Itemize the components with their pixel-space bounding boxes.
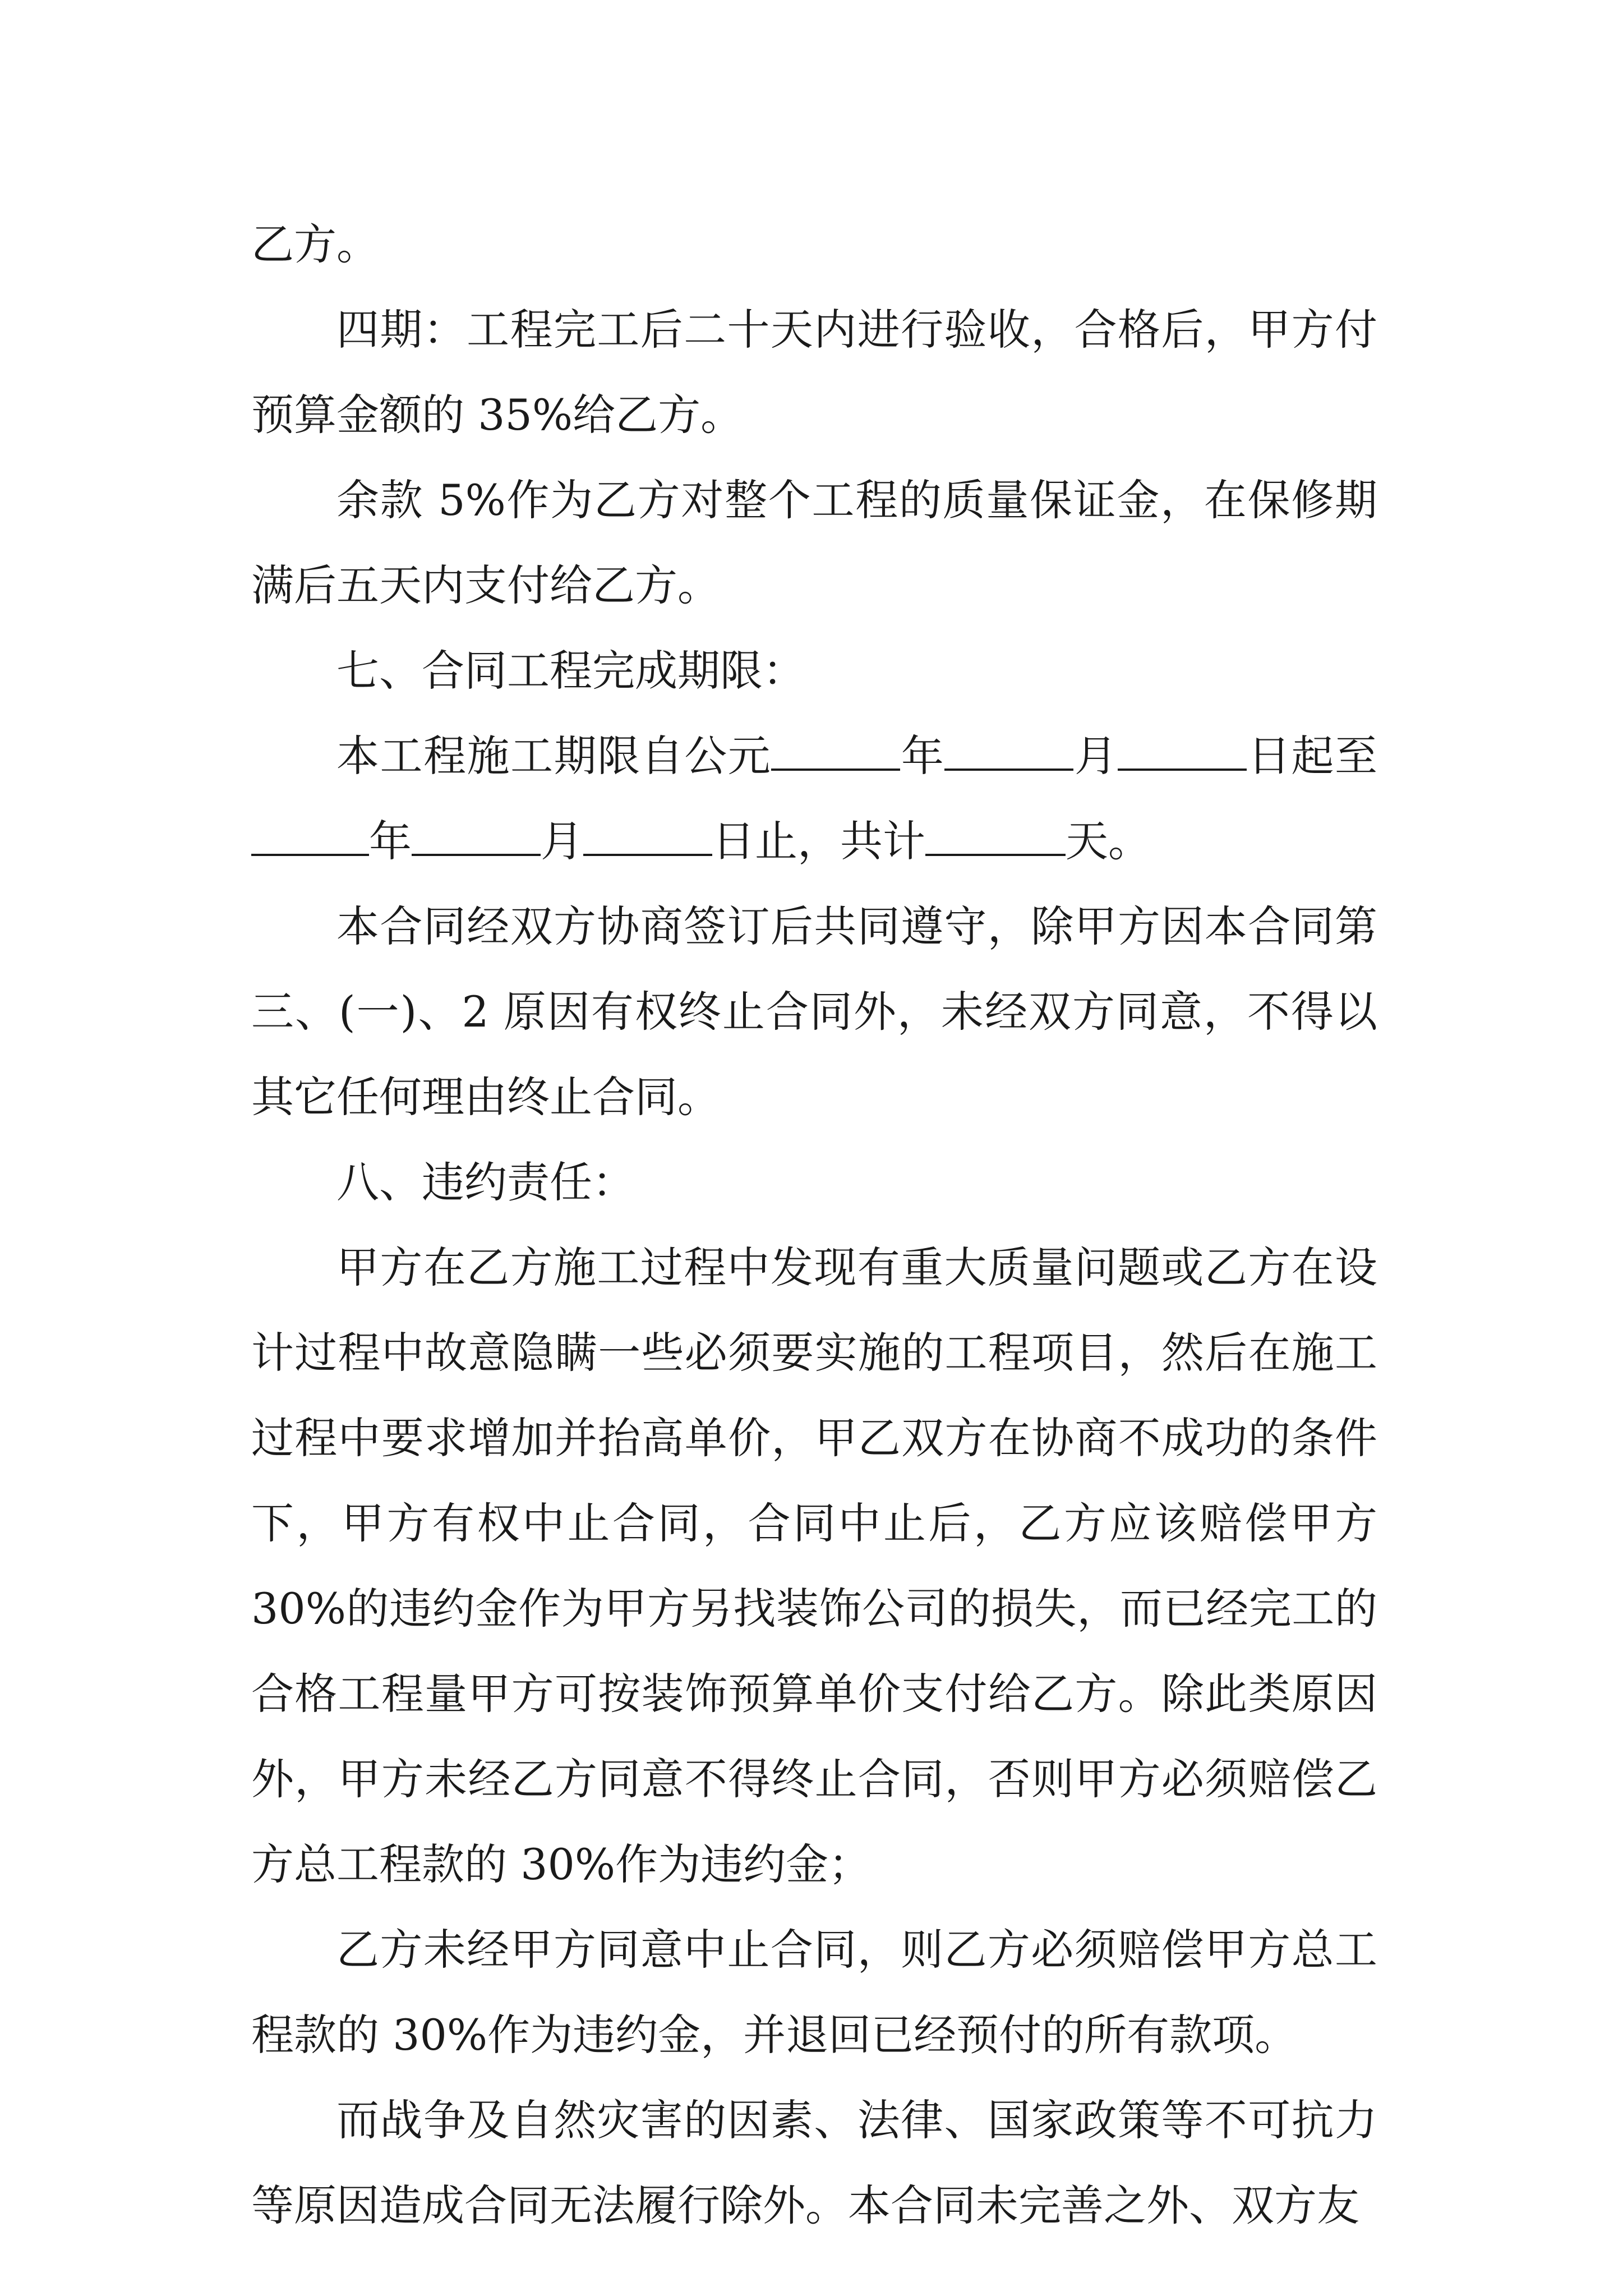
paragraph-payment-phase-four: 四期：工程完工后二十天内进行验收，合格后，甲方付预算金额的 35%给乙方。 <box>251 305 1377 440</box>
document-body <box>251 202 1377 2248</box>
period-prefix: 本工程施工期限自公元 <box>336 731 772 781</box>
paragraph-retention-money: 余款 5%作为乙方对整个工程的质量保证金，在保修期满后五天内支付给乙方。 <box>251 475 1377 610</box>
section-heading-liability: 八、违约责任： <box>336 1157 635 1207</box>
month-label: 月 <box>1073 731 1118 781</box>
month-label-2: 月 <box>541 816 583 866</box>
paragraph-party-b-termination: 乙方未经甲方同意中止合同，则乙方必须赔偿甲方总工程款的 30%作为违约金，并退回已经预付的所有款项。 <box>251 1925 1377 2060</box>
blank-start-year <box>771 728 900 771</box>
blank-start-month <box>944 728 1073 771</box>
blank-end-day <box>583 813 712 856</box>
paragraph-force-majeure: 而战争及自然灾害的因素、法律、国家政策等不可抗力等原因造成合同无法履行除外。本合同未完善之外、双方友 <box>251 2095 1377 2230</box>
day-start-label: 日起至 <box>1247 731 1378 781</box>
section-heading-completion-period: 七、合同工程完成期限： <box>336 646 805 696</box>
year-label-2: 年 <box>369 816 412 866</box>
blank-total-days <box>925 813 1066 856</box>
year-label: 年 <box>900 731 945 781</box>
days-label: 天。 <box>1066 816 1151 866</box>
blank-start-day <box>1118 728 1247 771</box>
paragraph-continuation: 乙方。 <box>251 219 379 269</box>
blank-end-year <box>251 813 369 856</box>
paragraph-party-a-termination: 甲方在乙方施工过程中发现有重大质量问题或乙方在设计过程中故意隐瞒一些必须要实施的工程项目，然后在施工过程中要求增加并抬高单价，甲乙双方在协商不成功的条件下，甲方有权中止合同，合同中止后，乙方应该赔偿甲方30%的违约金作为甲方另找装饰公司的损失，而已经完工的合格工程量甲方可按装饰预算单价支付给乙方。除此类原因外，甲方未经乙方同意不得终止合同，否则甲方必须赔偿乙方总工程款的 30%作为违约金； <box>251 1243 1377 1889</box>
blank-end-month <box>412 813 541 856</box>
paragraph-termination-terms: 本合同经双方协商签订后共同遵守，除甲方因本合同第三、(一)、2 原因有权终止合同外，未经双方同意，不得以其它任何理由终止合同。 <box>251 901 1377 1122</box>
paragraph-construction-period <box>251 714 1377 884</box>
day-end-label: 日止，共计 <box>712 816 925 866</box>
